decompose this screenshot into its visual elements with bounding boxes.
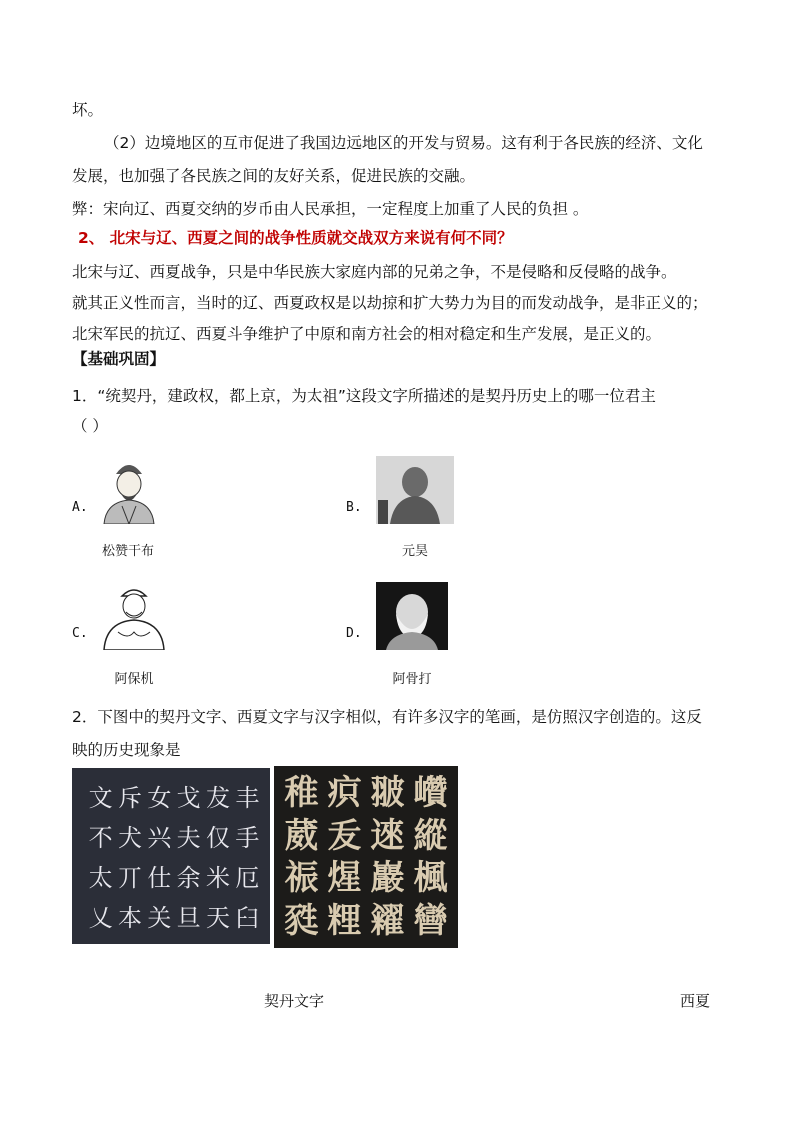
xixia-glyph: 稚 — [284, 773, 319, 813]
section-heading: 【基础巩固】 — [72, 350, 166, 368]
xixia-glyph-grid — [280, 772, 452, 942]
xixia-caption: 西夏 — [680, 992, 711, 1010]
khitan-glyph: 犬 — [117, 824, 142, 852]
khitan-glyph: 乂 — [88, 904, 113, 932]
xixia-glyph: 翍 — [370, 773, 405, 813]
text-line: 北宋军民的抗辽、西夏斗争维护了中原和南方社会的相对稳定和生产发展，是正义的。 — [72, 325, 662, 343]
abaoji-portrait[interactable] — [98, 582, 170, 650]
xixia-glyph: 巖 — [370, 858, 405, 898]
khitan-glyph: 仕 — [147, 864, 172, 892]
khitan-glyph: 厄 — [235, 864, 260, 892]
aguda-portrait[interactable] — [376, 582, 448, 650]
xixia-glyph: 甤 — [284, 900, 319, 941]
text-line: （2）边境地区的互市促进了我国边远地区的开发与贸易。这有利于各民族的经济、文化 — [104, 134, 703, 152]
xixia-glyph: 糴 — [370, 900, 405, 941]
khitan-glyph: 戈 — [176, 784, 201, 812]
text-line: 坏。 — [72, 101, 104, 119]
option-a-caption: 松赞干布 — [101, 544, 154, 559]
option-b-caption: 元昊 — [401, 544, 428, 559]
xixia-glyph: 逨 — [370, 815, 405, 856]
khitan-caption: 契丹文字 — [264, 992, 325, 1010]
khitan-glyph: 不 — [88, 824, 113, 852]
khitan-glyph: 米 — [205, 864, 230, 892]
khitan-glyph: 关 — [147, 904, 172, 932]
option-d-caption: 阿骨打 — [392, 672, 432, 687]
xixia-glyph: 曫 — [413, 900, 448, 941]
question-2-cont: 映的历史现象是 — [72, 741, 181, 759]
yuanhao-portrait[interactable] — [376, 456, 454, 524]
xixia-glyph: 煋 — [327, 858, 362, 898]
khitan-glyph-grid — [86, 778, 262, 938]
khitan-glyph: 文 — [88, 784, 113, 812]
khitan-glyph: 犮 — [205, 784, 230, 812]
khitan-glyph: 丌 — [117, 864, 142, 892]
xixia-script-image — [274, 766, 458, 948]
text-line: 弊：宋向辽、西夏交纳的岁币由人民承担，一定程度上加重了人民的负担 。 — [72, 200, 589, 218]
xixia-glyph: 疻 — [327, 773, 362, 813]
khitan-glyph: 臼 — [235, 904, 260, 932]
answer-paren: （ ） — [72, 417, 108, 435]
xixia-glyph: 楓 — [413, 858, 448, 898]
khitan-script-image — [72, 768, 270, 944]
text-line: 就其正义性而言，当时的辽、西夏政权是以劫掠和扩大势力为目的而发动战争，是非正义的； — [72, 294, 708, 312]
khitan-glyph: 手 — [235, 824, 260, 852]
xixia-glyph: 縱 — [413, 815, 448, 856]
xixia-glyph: 粴 — [327, 900, 362, 941]
songtsen-gampo-portrait[interactable] — [96, 456, 162, 524]
option-d-letter[interactable]: D. — [346, 626, 362, 641]
khitan-glyph: 仅 — [205, 824, 230, 852]
khitan-glyph: 本 — [117, 904, 142, 932]
khitan-glyph: 兴 — [147, 824, 172, 852]
option-b-letter[interactable]: B. — [346, 500, 362, 515]
khitan-glyph: 夫 — [176, 824, 201, 852]
option-c-caption: 阿保机 — [114, 672, 154, 687]
question-heading: 2、 北宋与辽、西夏之间的战争性质就交战双方来说有何不同？ — [78, 229, 513, 247]
khitan-glyph: 斥 — [117, 784, 142, 812]
khitan-glyph: 丰 — [235, 784, 260, 812]
khitan-glyph: 太 — [88, 864, 113, 892]
question-2: 2．下图中的契丹文字、西夏文字与汉字相似，有许多汉字的笔画，是仿照汉字创造的。这反 — [72, 708, 702, 726]
option-c-letter[interactable]: C. — [72, 626, 88, 641]
khitan-glyph: 余 — [176, 864, 201, 892]
question-1: 1．“统契丹，建政权，都上京，为太祖”这段文字所描述的是契丹历史上的哪一位君主 — [72, 387, 656, 405]
xixia-glyph: 祳 — [284, 858, 319, 898]
option-a-letter[interactable]: A. — [72, 500, 88, 515]
text-line: 发展，也加强了各民族之间的友好关系，促进民族的交融。 — [72, 167, 476, 185]
khitan-glyph: 天 — [205, 904, 230, 932]
text-line: 北宋与辽、西夏战争，只是中华民族大家庭内部的兄弟之争，不是侵略和反侵略的战争。 — [72, 263, 677, 281]
khitan-glyph: 女 — [147, 784, 172, 812]
xixia-glyph: 巑 — [413, 773, 448, 813]
xixia-glyph: 叐 — [327, 815, 362, 856]
khitan-glyph: 旦 — [176, 904, 201, 932]
xixia-glyph: 葳 — [284, 815, 319, 856]
